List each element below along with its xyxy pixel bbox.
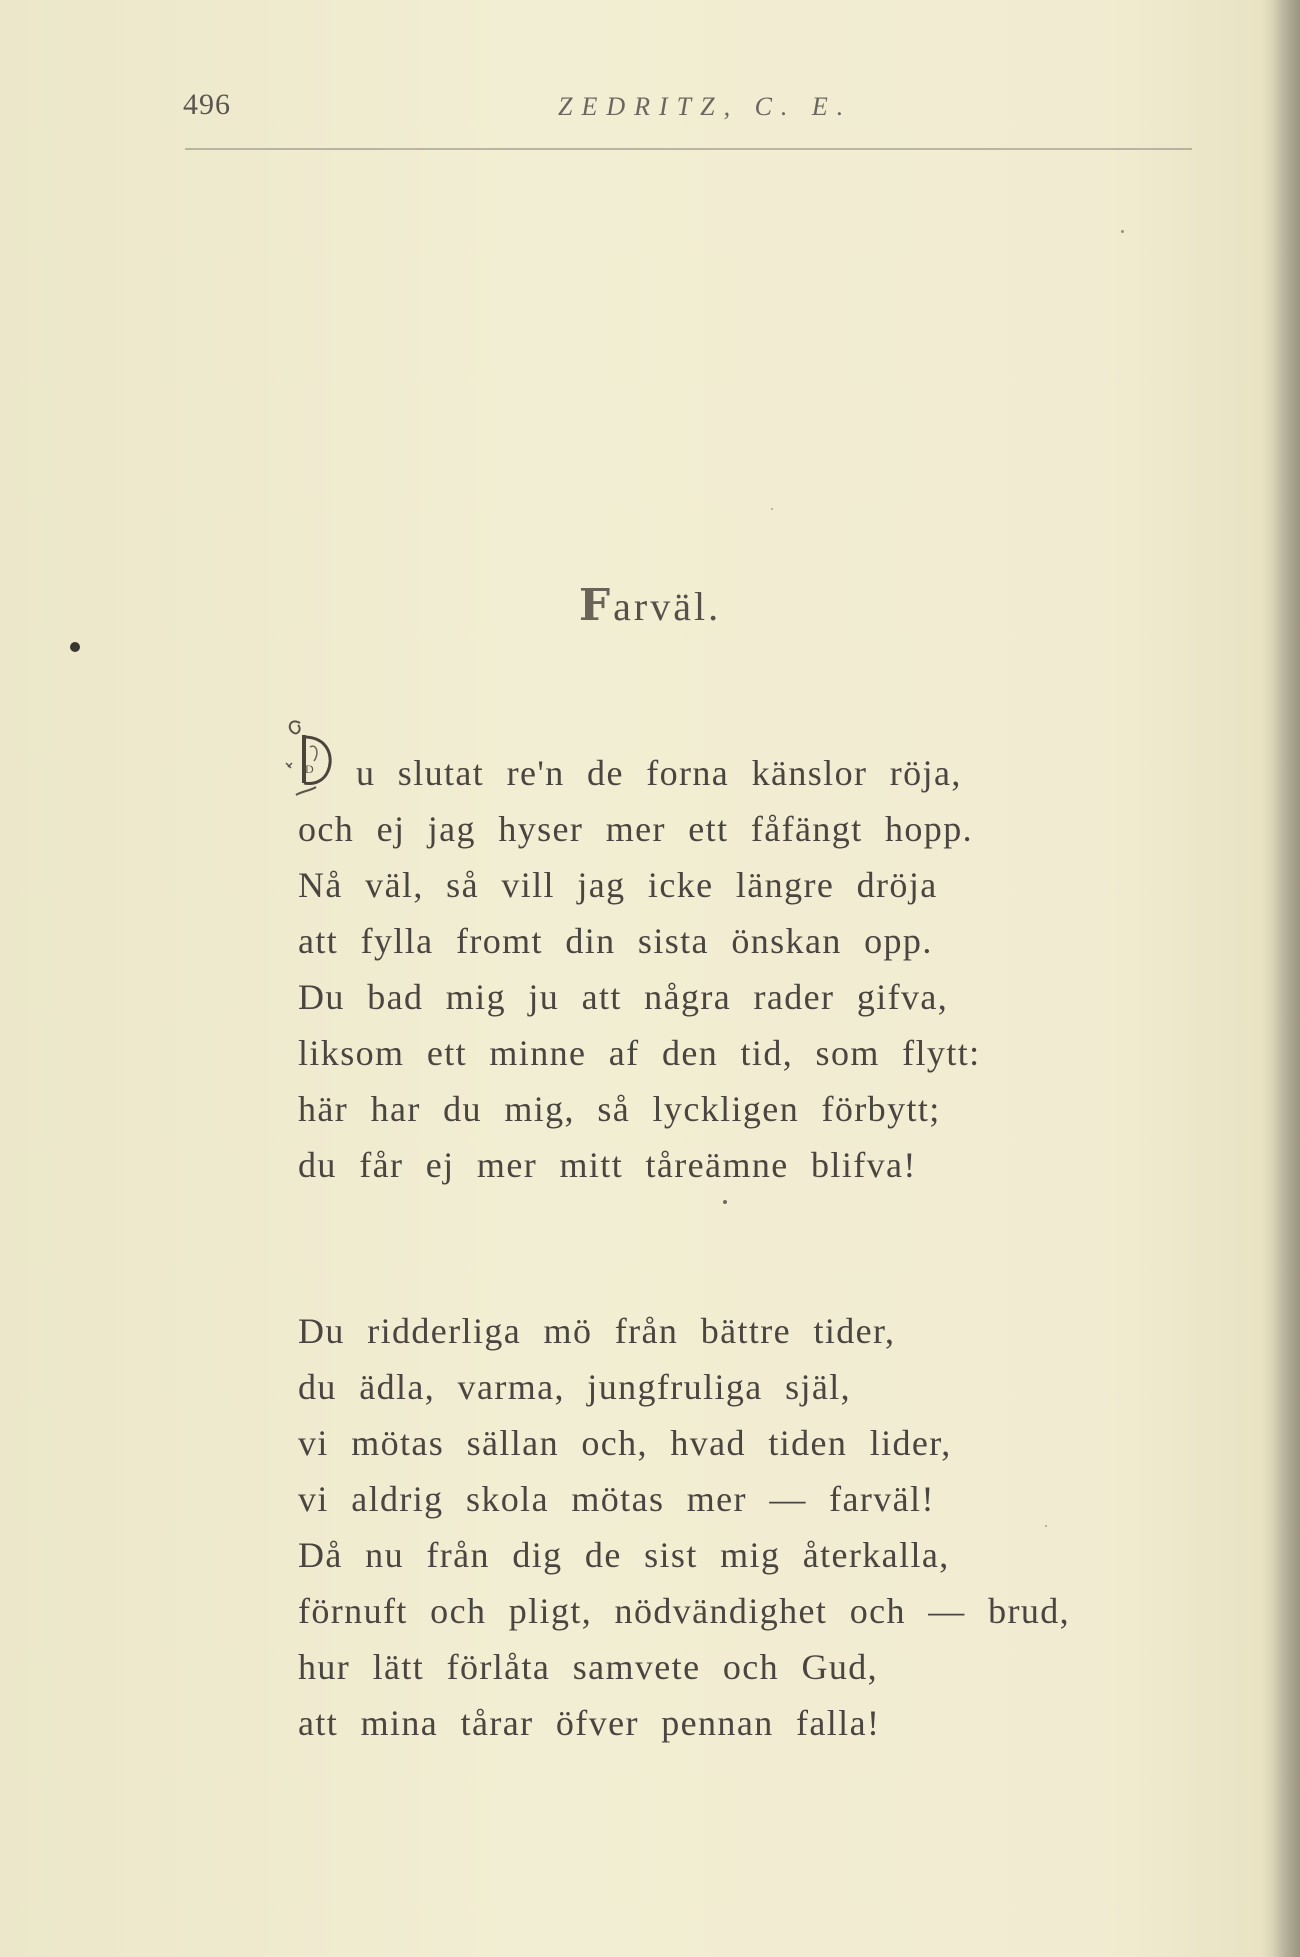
poem-line: Nå väl, så vill jag icke längre dröja: [298, 865, 938, 905]
page-header: [0, 88, 1300, 128]
stanza-1: [298, 745, 1198, 1193]
poem-title: [0, 580, 1300, 631]
poem-line: [298, 745, 1198, 801]
poem-line: du får ej mer mitt tåreämne blifva!: [298, 1145, 917, 1185]
poem-line: vi mötas sällan och, hvad tiden lider,: [298, 1423, 952, 1463]
poem-line: att mina tårar öfver pennan falla!: [298, 1703, 881, 1743]
poem-line: vi aldrig skola mötas mer — farväl!: [298, 1479, 935, 1519]
header-rule: [185, 148, 1192, 150]
poem-line: liksom ett minne af den tid, som flytt:: [298, 1033, 981, 1073]
title-ornamental-initial: F: [578, 580, 614, 631]
poem-line: här har du mig, så lyckligen förbytt;: [298, 1089, 941, 1129]
paper-speck: [70, 642, 80, 652]
poem-line: Då nu från dig de sist mig återkalla,: [298, 1535, 950, 1575]
running-head: ZEDRITZ, C. E.: [558, 92, 853, 121]
poem-line: och ej jag hyser mer ett fåfängt hopp.: [298, 809, 974, 849]
title-rest: arväl.: [613, 584, 722, 629]
page-number: 496: [183, 88, 231, 121]
poem-line: Du bad mig ju att några rader gifva,: [298, 977, 949, 1017]
poem-line: förnuft och pligt, nödvändighet och — brud,: [298, 1591, 1071, 1631]
dropcap-letter: D: [304, 762, 316, 776]
paper-speck: [771, 508, 773, 510]
poem-line: hur lätt förlåta samvete och Gud,: [298, 1647, 879, 1687]
page-edge-shadow: [1272, 0, 1300, 1957]
first-line-text: u slutat re'n de forna känslor röja,: [356, 753, 962, 793]
ornamental-dropcap: [282, 711, 338, 811]
poem-line: du ädla, varma, jungfruliga själ,: [298, 1367, 852, 1407]
stanza-2: [298, 1303, 1198, 1751]
poem-line: att fylla fromt din sista önskan opp.: [298, 921, 933, 961]
paper-speck: [1045, 1525, 1047, 1527]
poem-line: Du ridderliga mö från bättre tider,: [298, 1311, 896, 1351]
paper-speck: [1121, 230, 1124, 233]
paper-speck: [723, 1200, 727, 1204]
